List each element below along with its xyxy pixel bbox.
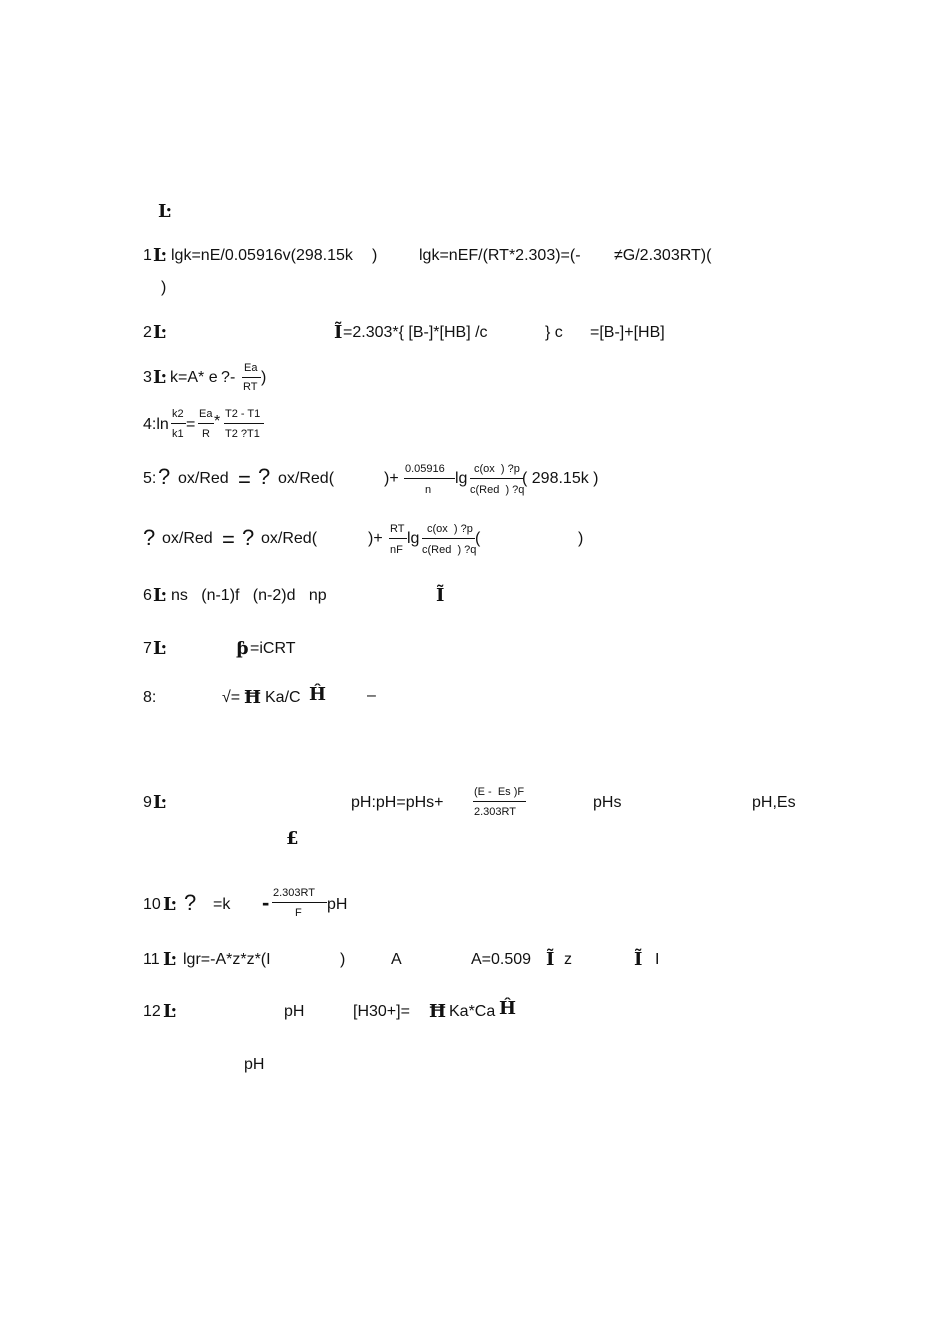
item6-mark: Ŀ xyxy=(153,585,166,606)
item12-formula-c: Ka*Ca xyxy=(449,1003,496,1020)
item5b-fraction-bottom: nF xyxy=(390,544,403,556)
item7-mark: Ŀ xyxy=(153,638,166,659)
item5b-fraction2-bar xyxy=(422,538,475,539)
item10-fraction-bottom: F xyxy=(295,907,302,919)
item3-formula-a: k=A* e xyxy=(170,369,218,386)
item5-fraction-bar xyxy=(404,478,455,479)
item3-mark: Ŀ xyxy=(153,367,166,388)
item2-formula-b: } c xyxy=(545,324,563,341)
item10-mark: Ŀ xyxy=(163,894,176,915)
item12-mark: Ŀ xyxy=(163,1001,176,1022)
item4-fraction3-top: T2 - T1 xyxy=(225,408,261,420)
item3-formula-c: ) xyxy=(261,369,267,386)
item7-number: 7 xyxy=(143,640,152,657)
item9-number: 9 xyxy=(143,794,152,811)
item5b-formula-b: ox/Red( xyxy=(261,530,318,547)
item9-formula-b: pHs xyxy=(593,794,622,811)
item4-equals: = xyxy=(186,416,196,433)
item11-number: 11 xyxy=(143,951,160,968)
item5b-fraction2-bottom: c(Red ) ?q xyxy=(422,544,477,556)
item11-symbol-1: Ĩ xyxy=(546,949,555,970)
footer-ph: pH xyxy=(244,1056,265,1073)
item2-symbol: Ĩ xyxy=(334,322,343,343)
item9-mark: Ŀ xyxy=(153,792,166,813)
item4-fraction1-top: k2 xyxy=(172,408,184,420)
item5-fraction2-bottom: c(Red ) ?q xyxy=(470,484,525,496)
item5-formula-c: )+ xyxy=(384,470,399,487)
item4-fraction1-bar xyxy=(171,423,186,424)
item4-fraction1-bottom: k1 xyxy=(172,428,184,440)
item8-symbol-2: Ĥ xyxy=(309,684,327,705)
item2-mark: Ŀ xyxy=(153,322,166,343)
item11-formula-e: z xyxy=(564,951,572,968)
item9-fraction-bar xyxy=(473,801,526,802)
item4-fraction2-bottom: R xyxy=(202,428,210,440)
item2-number: 2 xyxy=(143,324,152,341)
item8-formula-a: √= xyxy=(222,689,241,706)
item1-number: 1 xyxy=(143,247,152,264)
item5b-fraction-top: RT xyxy=(390,523,405,535)
item5-lg: lg xyxy=(455,470,468,487)
item10-fraction-bar xyxy=(272,902,327,903)
item4-fraction3-bar xyxy=(224,423,264,424)
item9-formula-c: pH,Es xyxy=(752,794,796,811)
item8-formula-b: Ka/C xyxy=(265,689,301,706)
item5-symbol-2: ? xyxy=(258,464,271,489)
item8-formula-c: – xyxy=(367,687,376,704)
item10-formula-b: pH xyxy=(327,896,348,913)
item5b-lg: lg xyxy=(407,530,420,547)
item5b-formula-c: )+ xyxy=(368,530,383,547)
item6-symbol: Ĩ xyxy=(436,585,445,606)
item5-equals: = xyxy=(238,467,251,492)
item3-number: 3 xyxy=(143,369,152,386)
item11-formula-f: I xyxy=(655,951,660,968)
item5-formula-b: ox/Red( xyxy=(278,470,335,487)
item12-formula-a: pH xyxy=(284,1003,305,1020)
item5-formula-a: ox/Red xyxy=(178,470,229,487)
item3-fraction-top: Ea xyxy=(244,362,258,374)
item6-formula: ns (n-1)f (n-2)d np xyxy=(171,587,327,604)
item5-prefix: 5: xyxy=(143,470,157,487)
item5b-symbol-2: ? xyxy=(242,525,255,550)
item10-symbol: ? xyxy=(184,890,197,915)
item5b-fraction2-top: c(ox ) ?p xyxy=(427,523,473,535)
item9-fraction-bottom: 2.303RT xyxy=(474,806,516,818)
item9-symbol: £ xyxy=(286,828,299,849)
item1-formula-e: ) xyxy=(161,279,167,296)
item2-formula-c: =[B-]+[HB] xyxy=(590,324,665,341)
item12-formula-b: [H30+]= xyxy=(353,1003,410,1020)
item2-formula-a: =2.303*{ [B-]*[HB] /c xyxy=(343,324,488,341)
item10-number: 10 xyxy=(143,896,161,913)
item10-fraction-top: 2.303RT xyxy=(273,887,315,899)
item8-prefix: 8: xyxy=(143,689,157,706)
item6-number: 6 xyxy=(143,587,152,604)
item7-formula: =iCRT xyxy=(250,640,296,657)
item4-fraction2-top: Ea xyxy=(199,408,213,420)
item11-formula-d: A=0.509 xyxy=(471,951,532,968)
item3-fraction-bar xyxy=(242,377,261,378)
heading-mark: Ŀ xyxy=(158,201,171,222)
item5b-formula-a: ox/Red xyxy=(162,530,213,547)
item5-fraction-top: 0.05916 xyxy=(405,463,445,475)
item3-fraction-bottom: RT xyxy=(243,381,258,393)
item12-symbol-1: Ħ xyxy=(429,1001,447,1022)
item4-prefix: 4:ln xyxy=(143,416,169,433)
item12-number: 12 xyxy=(143,1003,161,1020)
item3-formula-b: - xyxy=(230,369,236,386)
item4-fraction2-bar xyxy=(198,423,214,424)
item1-formula-d: ≠G/2.303RT)( xyxy=(614,247,712,264)
item3-question-mark: ? xyxy=(221,369,230,386)
item11-mark: Ŀ xyxy=(163,949,176,970)
item5b-equals: = xyxy=(222,527,235,552)
item9-formula-a: pH:pH=pHs+ xyxy=(351,794,444,811)
item7-symbol: ƥ xyxy=(236,638,249,659)
item5b-symbol-1: ? xyxy=(143,525,156,550)
item1-formula-a: lgk=nE/0.05916v(298.15k xyxy=(171,247,353,264)
item11-formula-c: A xyxy=(391,951,402,968)
item11-symbol-2: Ĩ xyxy=(634,949,643,970)
item5-formula-d: ( 298.15k ) xyxy=(522,470,599,487)
item5-fraction2-bar xyxy=(470,478,523,479)
item5b-formula-e: ) xyxy=(578,530,584,547)
item11-formula-a: lgr=-A*z*z*(I xyxy=(183,951,271,968)
item12-symbol-2: Ĥ xyxy=(499,998,517,1019)
item5b-fraction-bar xyxy=(389,538,407,539)
item4-star: * xyxy=(214,413,221,430)
item10-minus: - xyxy=(262,890,270,915)
item9-fraction-top: (E - Es )F xyxy=(474,786,525,798)
item5-fraction2-top: c(ox ) ?p xyxy=(474,463,520,475)
item8-symbol-1: Ħ xyxy=(244,687,262,708)
item10-formula-a: =k xyxy=(213,896,231,913)
item1-formula-c: lgk=nEF/(RT*2.303)=(- xyxy=(419,247,581,264)
item5-symbol-1: ? xyxy=(158,464,171,489)
item1-formula-b: ) xyxy=(372,247,378,264)
item5-fraction-bottom: n xyxy=(425,484,432,496)
item5b-formula-d: ( xyxy=(475,530,481,547)
item11-formula-b: ) xyxy=(340,951,346,968)
item1-mark: Ŀ xyxy=(153,245,166,266)
item4-fraction3-bottom: T2 ?T1 xyxy=(225,428,260,440)
